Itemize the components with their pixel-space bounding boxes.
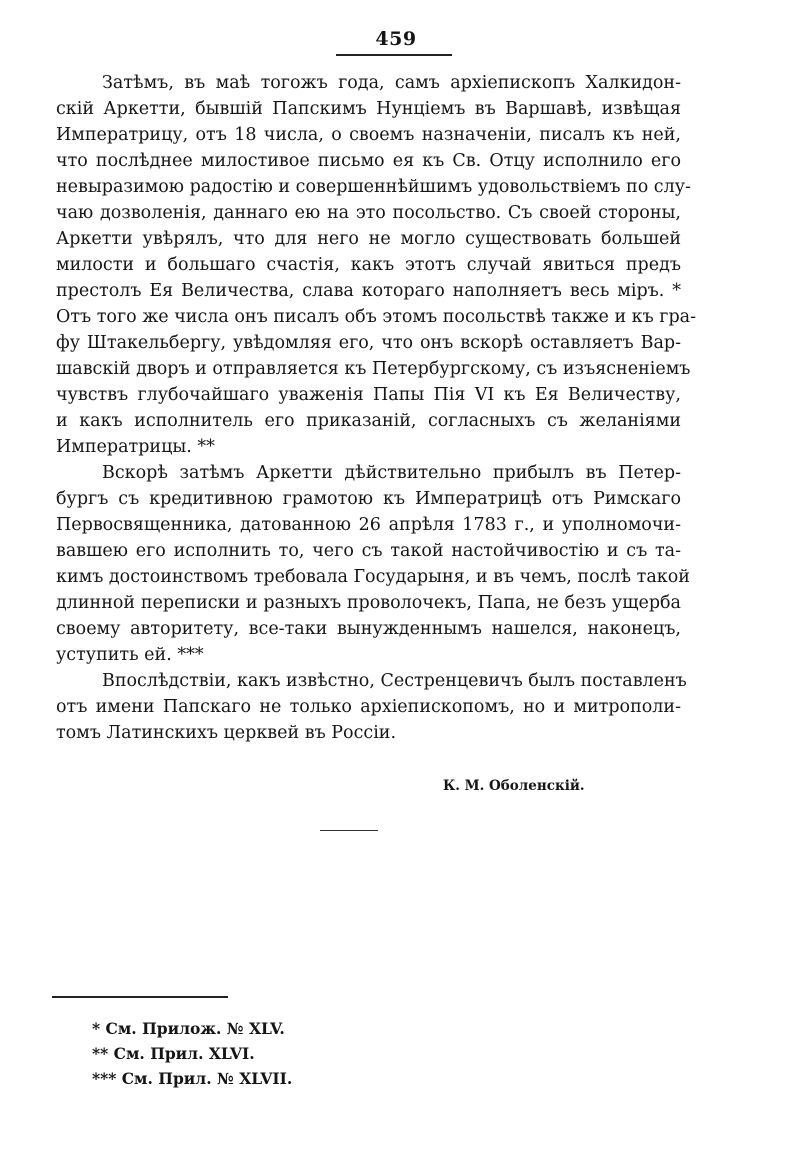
footnote-2: ** См. Прил. XLVI.	[92, 1044, 255, 1063]
footnote-1: * См. Прилож. № XLV.	[92, 1019, 285, 1038]
text-line: длинной переписки и разныхъ проволочекъ, Папа, не безъ ущерба	[56, 593, 681, 613]
text-line: Императрицу, отъ 18 числа, о своемъ назначеніи, писалъ къ ней,	[56, 125, 681, 145]
text-line: фу Штакельбергу, увѣдомляя его, что онъ вскорѣ оставляетъ Вар-	[56, 333, 681, 353]
text-line: вавшею его исполнить то, чего съ такой настойчивостію и съ та-	[56, 541, 681, 561]
paragraph-1	[56, 70, 697, 460]
text-line: Затѣмъ, въ маѣ тогожъ года, самъ архіепископъ Халкидон-	[102, 73, 681, 93]
text-line: Отъ того же числа онъ писалъ объ этомъ посольствѣ также и къ гра-	[56, 307, 697, 327]
text-line: и какъ исполнитель его приказаній, согласныхъ съ желаніями	[56, 411, 681, 431]
footnote-separator	[52, 996, 228, 998]
text-line: Императрицы. **	[56, 437, 215, 457]
text-line: скій Аркетти, бывшій Папскимъ Нунціемъ въ Варшавѣ, извѣщая	[56, 99, 681, 119]
closing-rule	[320, 830, 378, 831]
text-line: уступить ей. ***	[56, 645, 204, 665]
paragraph-2	[56, 460, 690, 668]
text-line: кимъ достоинствомъ требовала Государыня, и въ чемъ, послѣ такой	[56, 567, 690, 587]
text-line: престолъ Ея Величества, слава котораго наполняетъ весь міръ. *	[56, 281, 681, 301]
text-line: милости и большаго счастія, какъ этотъ случай явиться предъ	[56, 255, 681, 275]
text-line: Вскорѣ затѣмъ Аркетти дѣйствительно прибылъ въ Петер-	[102, 463, 681, 483]
page-number: 459	[375, 28, 417, 50]
footnotes	[92, 1016, 292, 1091]
text-line: бургъ съ кредитивною грамотою къ Императрицѣ отъ Римскаго	[56, 489, 681, 509]
author-signature: К. М. Оболенскій.	[443, 778, 585, 794]
text-line: чувствъ глубочайшаго уваженія Папы Пія VI къ Ея Величеству,	[56, 385, 681, 405]
text-line: Впослѣдствіи, какъ извѣстно, Сестренцевичъ былъ поставленъ	[102, 671, 687, 691]
text-line: своему авторитету, все-таки вынужденнымъ нашелся, наконецъ,	[56, 619, 681, 639]
text-line: томъ Латинскихъ церквей въ Россіи.	[56, 723, 397, 743]
text-line: чаю дозволенія, даннаго ею на это посольство. Съ своей стороны,	[56, 203, 681, 223]
text-line: невыразимою радостію и совершеннѣйшимъ удовольствіемъ по слу-	[56, 177, 691, 197]
body-text	[56, 70, 697, 746]
text-line: Первосвященника, датованною 26 апрѣля 1783 г., и уполномочи-	[56, 515, 681, 535]
text-line: что послѣднее милостивое письмо ея къ Св. Отцу исполнило его	[56, 151, 681, 171]
footnote-3: *** См. Прил. № XLVII.	[92, 1069, 293, 1088]
page-number-underline	[336, 54, 452, 56]
text-line: отъ имени Папскаго не только архіепископомъ, но и митрополи-	[56, 697, 681, 717]
text-line: шавскій дворъ и отправляется къ Петербургскому, съ изъясненіемъ	[56, 359, 691, 379]
text-line: Аркетти увѣрялъ, что для него не могло существовать большей	[56, 229, 681, 249]
paragraph-3	[56, 668, 687, 746]
